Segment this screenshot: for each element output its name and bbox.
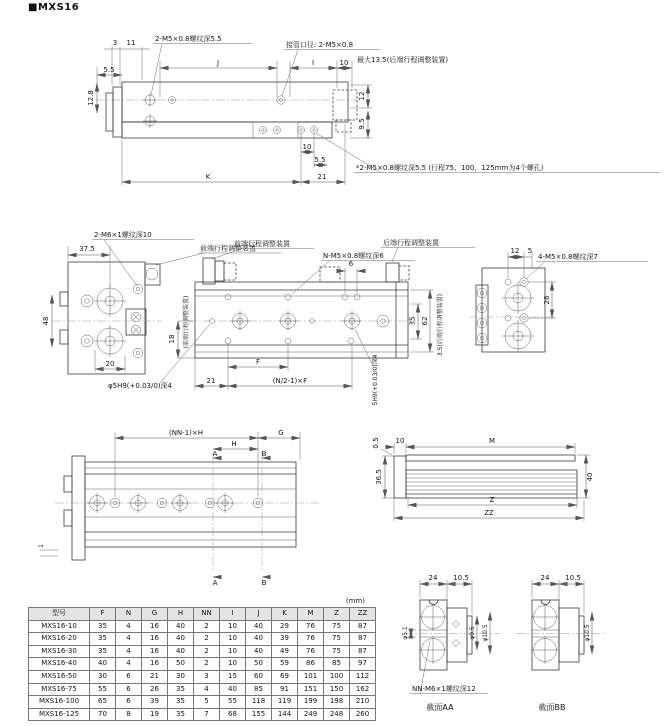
value-cell: 16 xyxy=(142,658,168,671)
dim-21: 21 xyxy=(206,377,216,385)
dim-h: H xyxy=(231,440,237,448)
value-cell: 100 xyxy=(324,670,350,683)
table-header-cell: M xyxy=(298,608,324,621)
value-cell: 75 xyxy=(324,620,350,633)
dim-5-5: 5.5 xyxy=(103,66,115,74)
pitch-formula: (NN-1)×H xyxy=(168,429,204,437)
dim-20: 20 xyxy=(105,360,115,368)
model-cell: MXS16-30 xyxy=(29,645,90,658)
value-cell: 4 xyxy=(116,645,142,658)
rear-adjuster-side-note: 3.5(后端行程调整装置) xyxy=(437,293,444,357)
port-note: 接管口径: 2-M5×0.8 xyxy=(286,41,354,49)
thread-note: 2-M5×0.8螺纹深5.5 xyxy=(155,35,222,43)
value-cell: 198 xyxy=(324,696,350,709)
value-cell: 16 xyxy=(142,645,168,658)
value-cell: 144 xyxy=(272,708,298,721)
table-header-cell: G xyxy=(142,608,168,621)
section-aa-caption: 截面AA xyxy=(426,703,454,712)
dim-table-body xyxy=(29,620,376,721)
value-cell: 85 xyxy=(246,683,272,696)
pin-hole-note: φ5H9(+0.03/0)深4 xyxy=(108,382,172,390)
dim-11: 11 xyxy=(126,39,136,47)
section-b-label-top: B xyxy=(261,450,267,458)
value-cell: 85 xyxy=(324,658,350,671)
right-end-view xyxy=(470,247,648,352)
dim-48: 48 xyxy=(42,316,50,326)
table-row xyxy=(29,696,376,709)
value-cell: 75 xyxy=(324,633,350,646)
value-cell: 35 xyxy=(90,645,116,658)
dim-12-8: 12.8 xyxy=(87,90,95,106)
value-cell: 40 xyxy=(246,633,272,646)
dia-9-5: φ9.5 xyxy=(469,626,476,640)
dim-table-header-row xyxy=(29,608,376,621)
section-a-label-bottom: A xyxy=(212,579,218,587)
unit-note: (mm) xyxy=(345,597,365,605)
value-cell: 112 xyxy=(350,670,376,683)
value-cell: 35 xyxy=(168,683,194,696)
table-row xyxy=(29,658,376,671)
value-cell: 97 xyxy=(350,658,376,671)
dim-24: 24 xyxy=(428,574,438,582)
side-view xyxy=(372,437,594,521)
table-header-cell: I xyxy=(220,608,246,621)
table-header-cell: K xyxy=(272,608,298,621)
value-cell: 199 xyxy=(298,696,324,709)
value-cell: 260 xyxy=(350,708,376,721)
value-cell: 70 xyxy=(90,708,116,721)
dim-z: Z xyxy=(489,496,495,504)
value-cell: 35 xyxy=(90,633,116,646)
value-cell: 40 xyxy=(168,620,194,633)
value-cell: 30 xyxy=(90,670,116,683)
value-cell: 50 xyxy=(168,658,194,671)
model-cell: MXS16-75 xyxy=(29,683,90,696)
dim-table xyxy=(28,607,376,721)
rear-adjuster-note: 最大13.5(后端行程调整装置) xyxy=(357,56,449,64)
table-header-cell: Z xyxy=(324,608,350,621)
table-row xyxy=(29,645,376,658)
left-end-view xyxy=(42,230,282,374)
top-view xyxy=(87,34,660,185)
value-cell: 76 xyxy=(298,633,324,646)
thread-note: 2-M6×1螺纹深10 xyxy=(94,231,152,239)
dim-10-top: 10 xyxy=(339,59,349,67)
dim-10-bottom: 10 xyxy=(302,143,312,151)
table-header-cell: J xyxy=(246,608,272,621)
dim-k: K xyxy=(205,173,211,181)
value-cell: 40 xyxy=(220,683,246,696)
thread-note: 4-M5×0.8螺纹深7 xyxy=(538,253,598,261)
dim-5-5-bottom: 5.5 xyxy=(314,156,326,164)
dim-zz: ZZ xyxy=(484,509,494,517)
pitch-formula: (N/2-1)×F xyxy=(272,377,308,385)
value-cell: 15 xyxy=(220,670,246,683)
value-cell: 10 xyxy=(220,658,246,671)
value-cell: 119 xyxy=(272,696,298,709)
value-cell: 21 xyxy=(142,670,168,683)
dim-m: M xyxy=(488,437,496,445)
dim-26: 26 xyxy=(543,295,551,305)
value-cell: 16 xyxy=(142,620,168,633)
value-cell: 40 xyxy=(246,620,272,633)
section-bb-caption: 截面BB xyxy=(538,703,566,712)
dim-j: J xyxy=(216,59,220,67)
dia-10-5: φ10.5 xyxy=(482,624,489,642)
table-header-cell: F xyxy=(90,608,116,621)
value-cell: 2 xyxy=(194,658,220,671)
dim-12: 12 xyxy=(358,91,366,101)
dim-37-5: 37.5 xyxy=(79,245,95,253)
value-cell: 210 xyxy=(350,696,376,709)
dim-35: 35 xyxy=(408,316,417,326)
rear-adjuster-label: 后端行程调整装置 xyxy=(383,239,439,247)
value-cell: 30 xyxy=(168,670,194,683)
value-cell: 6 xyxy=(116,670,142,683)
value-cell: 249 xyxy=(298,708,324,721)
value-cell: 59 xyxy=(272,658,298,671)
value-cell: 50 xyxy=(246,658,272,671)
mounting-view xyxy=(38,429,320,587)
table-header-cell: NN xyxy=(194,608,220,621)
dim-36-5: 36.5 xyxy=(375,469,383,485)
value-cell: 2 xyxy=(194,633,220,646)
dim-10-5: 10.5 xyxy=(565,574,581,582)
value-cell: 26 xyxy=(142,683,168,696)
value-cell: 7 xyxy=(194,708,220,721)
value-cell: 4 xyxy=(116,620,142,633)
value-cell: 162 xyxy=(350,683,376,696)
value-cell: 150 xyxy=(324,683,350,696)
value-cell: 68 xyxy=(220,708,246,721)
value-cell: 35 xyxy=(168,696,194,709)
dim-9-5: 9.5 xyxy=(358,118,366,130)
value-cell: 19 xyxy=(142,708,168,721)
table-row xyxy=(29,633,376,646)
value-cell: 39 xyxy=(142,696,168,709)
value-cell: 10 xyxy=(220,645,246,658)
dim-10-5: 10.5 xyxy=(453,574,469,582)
dim-62: 62 xyxy=(421,316,429,326)
value-cell: 75 xyxy=(324,645,350,658)
bottom-thread-note: *2-M5×0.8螺纹深5.5 (行程75、100、125mm为4个螺孔) xyxy=(356,164,544,172)
table-row xyxy=(29,708,376,721)
section-b-label-bottom: B xyxy=(261,579,267,587)
value-cell: 76 xyxy=(298,620,324,633)
thread-note: NN-M6×1螺纹深12 xyxy=(412,685,476,693)
dim-18: 18 xyxy=(168,334,176,344)
value-cell: 3 xyxy=(194,670,220,683)
model-cell: MXS16-100 xyxy=(29,696,90,709)
section-aa xyxy=(402,574,500,712)
value-cell: 155 xyxy=(246,708,272,721)
page-title: ■MXS16 xyxy=(28,2,80,13)
value-cell: 40 xyxy=(168,645,194,658)
dim-5: 5 xyxy=(527,247,533,255)
value-cell: 4 xyxy=(116,658,142,671)
value-cell: 87 xyxy=(350,633,376,646)
table-row xyxy=(29,683,376,696)
value-cell: 2 xyxy=(194,645,220,658)
value-cell: 5 xyxy=(194,696,220,709)
value-cell: 2 xyxy=(194,620,220,633)
table-header-cell: 型号 xyxy=(29,608,90,621)
value-cell: 49 xyxy=(272,645,298,658)
pin-hole-note-side: 5H9(+0.03/0)深4 xyxy=(372,354,379,406)
value-cell: 86 xyxy=(298,658,324,671)
dim-i: I xyxy=(311,59,315,67)
value-cell: 40 xyxy=(90,658,116,671)
value-cell: 4 xyxy=(116,633,142,646)
dim-g: G xyxy=(278,429,284,437)
table-header-cell: N xyxy=(116,608,142,621)
value-cell: 40 xyxy=(168,633,194,646)
table-header-cell: H xyxy=(168,608,194,621)
value-cell: 151 xyxy=(298,683,324,696)
dim-1: 1 xyxy=(38,544,45,548)
value-cell: 87 xyxy=(350,645,376,658)
table-header-cell: ZZ xyxy=(350,608,376,621)
value-cell: 76 xyxy=(298,645,324,658)
value-cell: 16 xyxy=(142,633,168,646)
value-cell: 35 xyxy=(168,708,194,721)
value-cell: 4 xyxy=(194,683,220,696)
value-cell: 6 xyxy=(116,683,142,696)
dim-21: 21 xyxy=(317,173,327,181)
value-cell: 39 xyxy=(272,633,298,646)
front-adjuster-label: 前端行程调整装置 xyxy=(200,244,256,253)
dim-0-5: 0.5 xyxy=(372,437,380,449)
value-cell: 6 xyxy=(116,696,142,709)
value-cell: 65 xyxy=(90,696,116,709)
value-cell: 29 xyxy=(272,620,298,633)
dim-6: 6 xyxy=(348,260,354,268)
value-cell: 40 xyxy=(246,645,272,658)
value-cell: 35 xyxy=(90,620,116,633)
value-cell: 87 xyxy=(350,620,376,633)
table-row xyxy=(29,670,376,683)
value-cell: 248 xyxy=(324,708,350,721)
value-cell: 91 xyxy=(272,683,298,696)
value-cell: 8 xyxy=(116,708,142,721)
value-cell: 55 xyxy=(90,683,116,696)
value-cell: 10 xyxy=(220,633,246,646)
model-cell: MXS16-40 xyxy=(29,658,90,671)
dim-3: 3 xyxy=(112,39,118,47)
value-cell: 60 xyxy=(246,670,272,683)
dim-f: F xyxy=(255,358,261,366)
dim-24: 24 xyxy=(540,574,550,582)
value-cell: 55 xyxy=(220,696,246,709)
model-cell: MXS16-10 xyxy=(29,620,90,633)
thread-note: N-M5×0.8螺纹深6 xyxy=(323,252,384,260)
model-cell: MXS16-20 xyxy=(29,633,90,646)
model-cell: MXS16-125 xyxy=(29,708,90,721)
model-cell: MXS16-50 xyxy=(29,670,90,683)
dim-12: 12 xyxy=(510,247,520,255)
dim-40: 40 xyxy=(586,472,594,482)
front-adjuster-label: 前端行程调整装置 xyxy=(234,240,290,248)
dia-5-1: φ5.1 xyxy=(402,626,409,640)
section-a-label-top: A xyxy=(212,450,218,458)
value-cell: 10 xyxy=(220,620,246,633)
table-row xyxy=(29,620,376,633)
section-bb xyxy=(516,574,605,712)
value-cell: 118 xyxy=(246,696,272,709)
value-cell: 101 xyxy=(298,670,324,683)
front-adjuster-side-note: (前端行程调整装置) xyxy=(183,295,190,349)
dim-10: 10 xyxy=(395,437,405,445)
dia-10-5: φ10.5 xyxy=(584,624,591,642)
value-cell: 69 xyxy=(272,670,298,683)
